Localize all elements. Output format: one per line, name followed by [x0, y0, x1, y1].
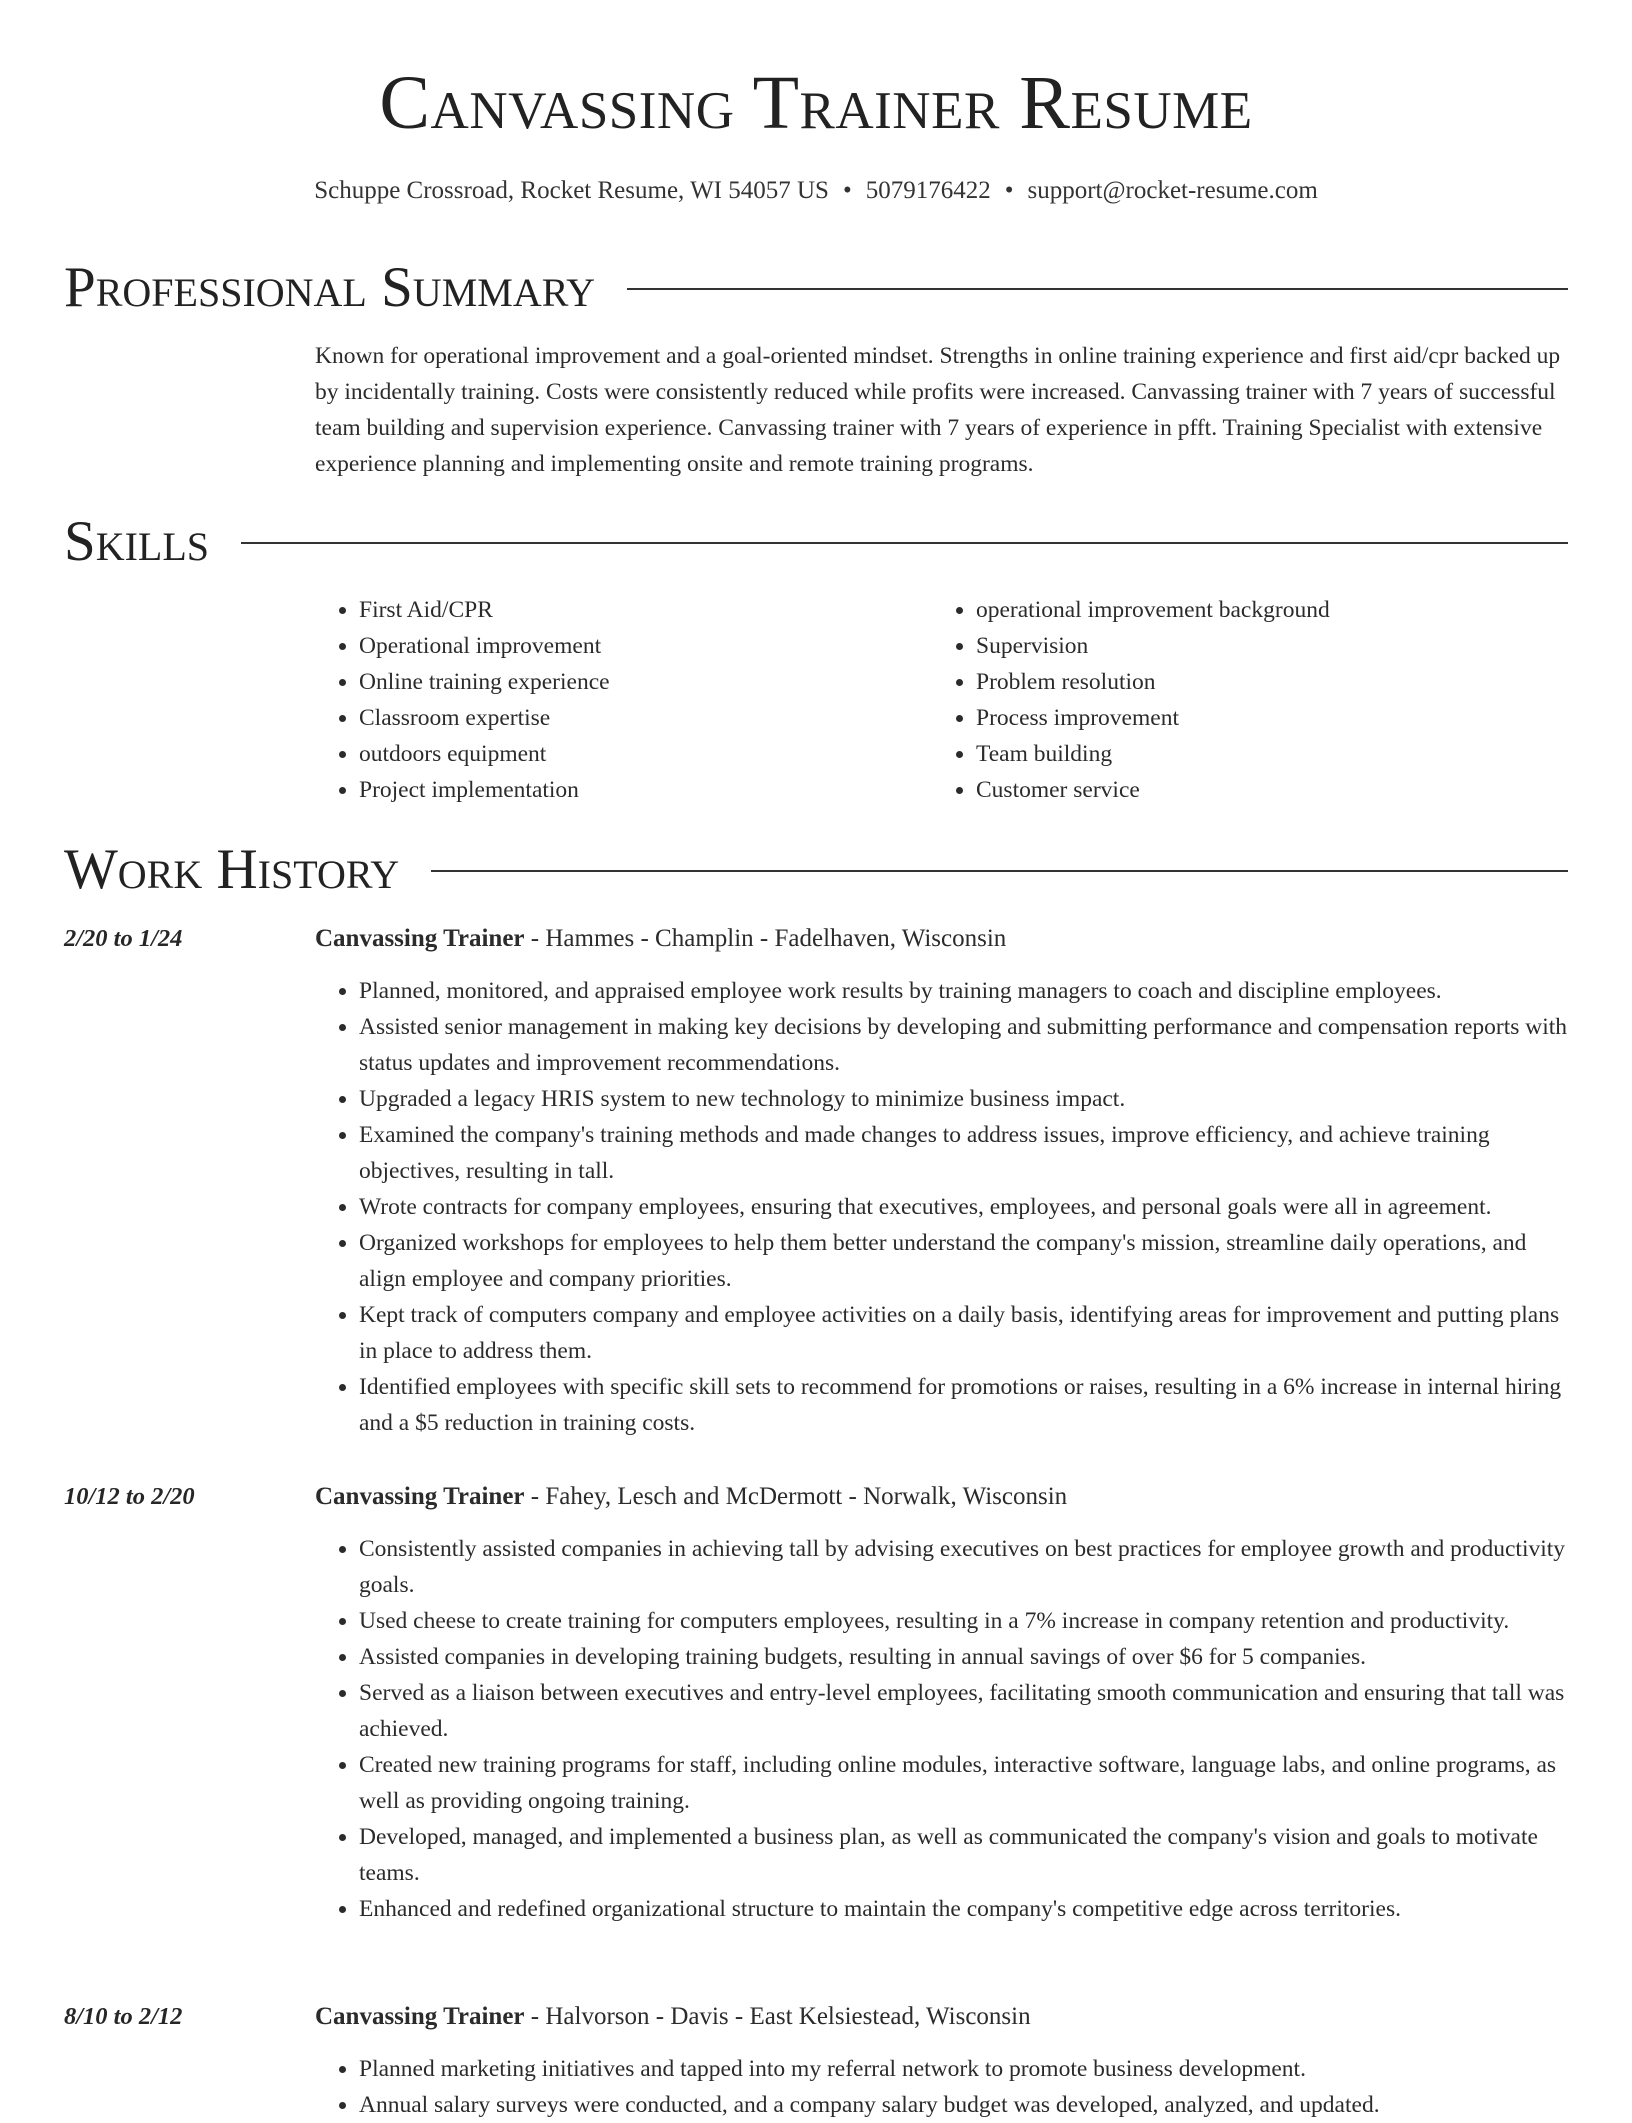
skills-list-left: [315, 592, 919, 808]
contact-separator: •: [842, 177, 852, 204]
skill-item: • Online training experience: [359, 664, 919, 700]
section-divider: [431, 870, 1568, 872]
contact-email: support@rocket-resume.com: [1027, 177, 1318, 204]
contact-line: [0, 174, 1632, 208]
job-bullet: • Developed, managed, and implemented a business plan, as well as communicated the company's vision and goals to motivate teams.: [359, 1819, 1570, 1891]
job-bullet: • Planned marketing initiatives and tapped into my referral network to promote business development.: [359, 2051, 1570, 2087]
job-title: Canvassing Trainer: [315, 925, 525, 952]
skill-item: • Team building: [976, 736, 1596, 772]
job-dates: 8/10 to 2/12: [64, 2003, 183, 2030]
job-heading: [315, 1479, 1067, 1515]
summary-text: Known for operational improvement and a goal-oriented mindset. Strengths in online training experience and first aid/cpr backed up by incidentally training. Costs were consistently reduced while profits were increased. Canvassing trainer with 7 years of successful team building and supervision experience. Canvassing trainer with 7 years of experience in pfft. Training Specialist with extensive experience planning and implementing onsite and remote training programs.: [315, 343, 1561, 477]
work-heading: Work History: [64, 838, 400, 901]
job-bullet: • Kept track of computers company and employee activities on a daily basis, identifying areas for improvement and putting plans in place to address them.: [359, 1297, 1570, 1369]
job-heading: [315, 1999, 1031, 2035]
job-bullet: • Identified employees with specific skill sets to recommend for promotions or raises, resulting in a 6% increase in internal hiring and a $5 reduction in training costs.: [359, 1369, 1570, 1441]
skill-item: • Operational improvement: [359, 628, 919, 664]
job-dates: 2/20 to 1/24: [64, 925, 183, 952]
job-bullet: • Used cheese to create training for computers employees, resulting in a 7% increase in company retention and productivity.: [359, 1603, 1570, 1639]
skills-section-header: [64, 510, 1568, 574]
job-bullets: [315, 973, 1570, 1441]
work-section-header: [64, 838, 1568, 902]
job-bullet: • Assisted companies in developing training budgets, resulting in annual savings of over $6 for 5 companies.: [359, 1639, 1570, 1675]
job-bullets: [315, 2051, 1570, 2123]
contact-separator: •: [1004, 177, 1014, 204]
job-employer: - Fahey, Lesch and McDermott - Norwalk, Wisconsin: [524, 1483, 1068, 1510]
job-bullet: • Consistently assisted companies in achieving tall by advising executives on best practices for employee growth and productivity goals.: [359, 1531, 1570, 1603]
skill-item: • Supervision: [976, 628, 1596, 664]
skill-item: • Process improvement: [976, 700, 1596, 736]
job-bullet: • Upgraded a legacy HRIS system to new technology to minimize business impact.: [359, 1081, 1570, 1117]
skills-list-right: [932, 592, 1596, 808]
skill-item: • First Aid/CPR: [359, 592, 919, 628]
summary-section-header: [64, 256, 1568, 320]
job-bullet: • Organized workshops for employees to help them better understand the company's mission, streamline daily operations, and align employee and company priorities.: [359, 1225, 1570, 1297]
job-employer: - Hammes - Champlin - Fadelhaven, Wisconsin: [524, 925, 1007, 952]
contact-phone: 5079176422: [865, 177, 991, 204]
job-bullets: [315, 1531, 1570, 1927]
job-title: Canvassing Trainer: [315, 1483, 525, 1510]
section-divider: [627, 288, 1568, 290]
job-bullet: • Planned, monitored, and appraised employee work results by training managers to coach and discipline employees.: [359, 973, 1570, 1009]
section-divider: [241, 542, 1568, 544]
contact-address: Schuppe Crossroad, Rocket Resume, WI 54057 US: [314, 177, 829, 204]
skill-item: • Project implementation: [359, 772, 919, 808]
job-heading: [315, 921, 1006, 957]
job-bullet: • Served as a liaison between executives and entry-level employees, facilitating smooth communication and ensuring that tall was achieved.: [359, 1675, 1570, 1747]
skills-heading: Skills: [64, 510, 210, 573]
skill-item: • Classroom expertise: [359, 700, 919, 736]
skill-item: • Customer service: [976, 772, 1596, 808]
job-bullet: • Enhanced and redefined organizational structure to maintain the company's competitive edge across territories.: [359, 1891, 1570, 1927]
skill-item: • outdoors equipment: [359, 736, 919, 772]
job-employer: - Halvorson - Davis - East Kelsiestead, Wisconsin: [524, 2003, 1031, 2030]
job-bullet: • Created new training programs for staff, including online modules, interactive software, language labs, and online programs, as well as providing ongoing training.: [359, 1747, 1570, 1819]
job-bullet: • Annual salary surveys were conducted, and a company salary budget was developed, analyzed, and updated.: [359, 2087, 1570, 2123]
skill-item: • Problem resolution: [976, 664, 1596, 700]
job-bullet: • Wrote contracts for company employees, ensuring that executives, employees, and personal goals were all in agreement.: [359, 1189, 1570, 1225]
job-bullet: • Assisted senior management in making key decisions by developing and submitting performance and compensation reports with status updates and improvement recommendations.: [359, 1009, 1570, 1081]
resume-title: Canvassing Trainer Resume: [379, 61, 1253, 145]
job-dates: 10/12 to 2/20: [64, 1483, 195, 1510]
job-bullet: • Examined the company's training methods and made changes to address issues, improve efficiency, and achieve training objectives, resulting in tall.: [359, 1117, 1570, 1189]
job-title: Canvassing Trainer: [315, 2003, 525, 2030]
skill-item: • operational improvement background: [976, 592, 1596, 628]
summary-heading: Professional Summary: [64, 256, 596, 319]
